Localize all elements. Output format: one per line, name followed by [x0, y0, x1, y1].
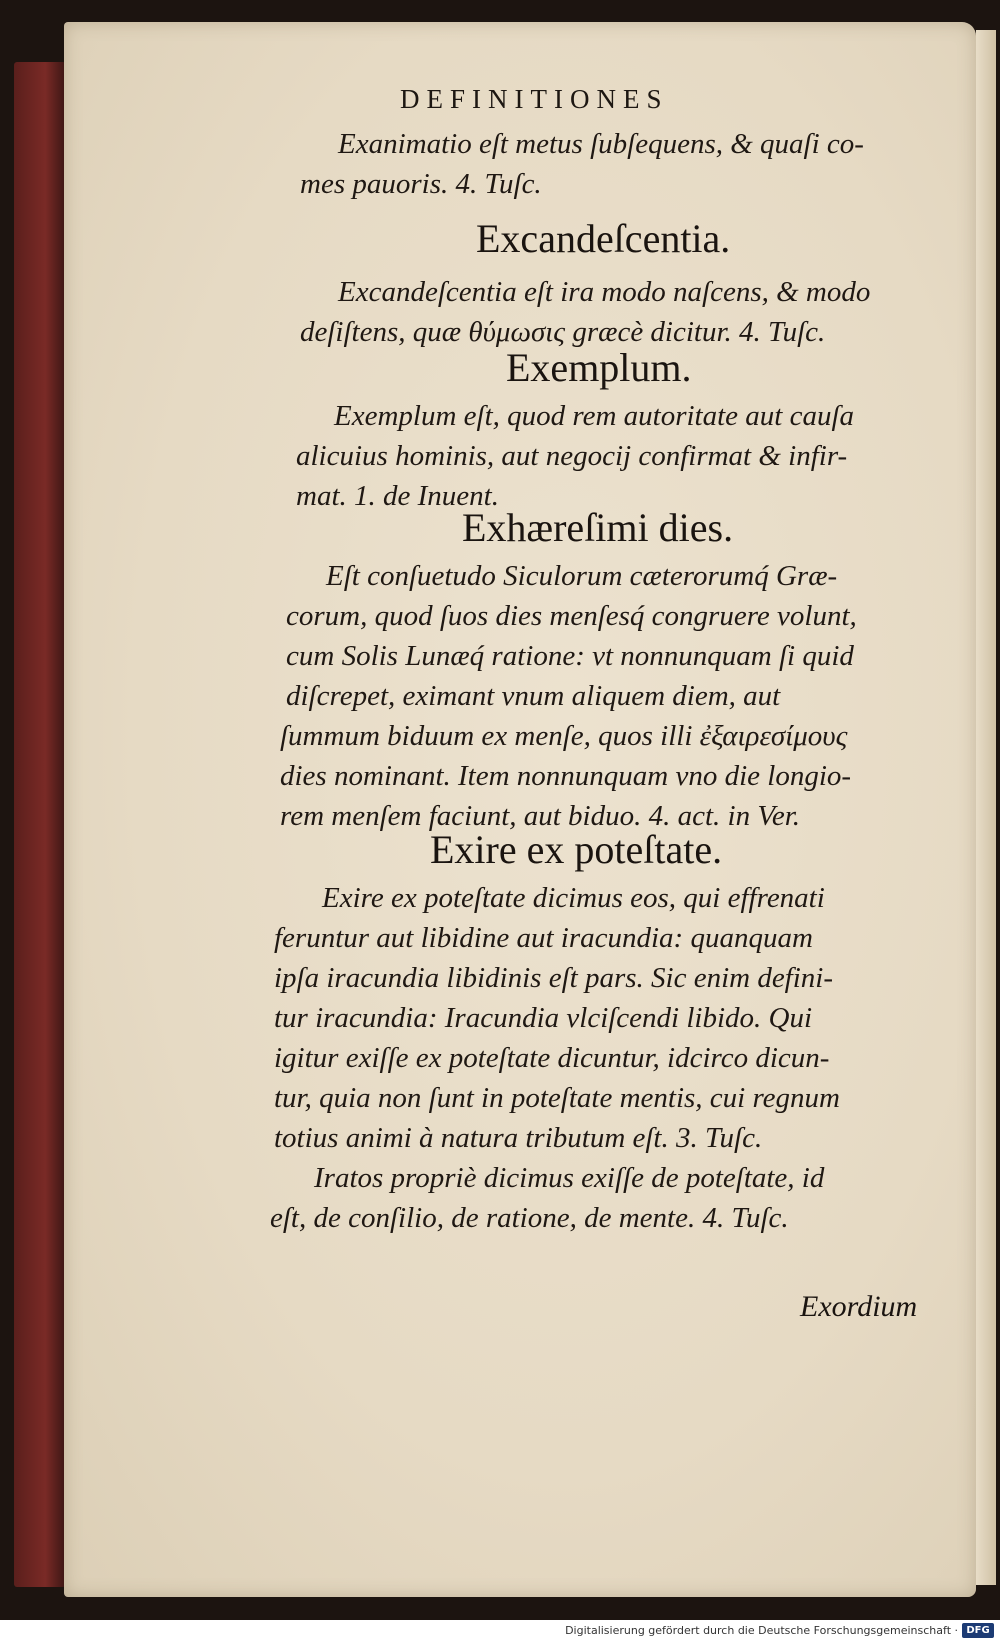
entry-heading: Excandeſcentia. — [476, 216, 731, 261]
text-line: ipſa iracundia libidinis eſt pars. Sic enim defini- — [274, 962, 834, 994]
text-line: igitur exiſſe ex poteſtate dicuntur, idcirco dicun- — [274, 1042, 830, 1074]
text-line: dies nominant. Item nonnunquam vno die longio- — [280, 760, 852, 792]
text-line: mat. 1. de Inuent. — [296, 480, 499, 512]
text-line: Exemplum eſt, quod rem autoritate aut cauſa — [334, 400, 855, 432]
catchword: Exordium — [800, 1290, 918, 1323]
text-line: tur iracundia: Iracundia vlciſcendi libido. Qui — [274, 1002, 813, 1034]
entry-heading: Exire ex poteſtate. — [430, 827, 723, 872]
entry-heading: Exhæreſimi dies. — [462, 505, 734, 550]
text-line: cum Solis Lunæq́ ratione: vt nonnunquam ſi quid — [286, 640, 854, 672]
page-edge-strip — [976, 30, 996, 1585]
text-line: corum, quod ſuos dies menſesq́ congruere volunt, — [286, 600, 857, 632]
footer-text: Digitalisierung gefördert durch die Deutsche Forschungsgemeinschaft · — [565, 1624, 958, 1637]
entry-heading: Exemplum. — [506, 345, 692, 390]
text-line: mes pauoris. 4. Tuſc. — [300, 168, 542, 200]
text-line: ſummum biduum ex menſe, quos illi ἐξαιρεσίμους — [280, 720, 848, 752]
text-line: Excandeſcentia eſt ira modo naſcens, & modo — [338, 276, 871, 308]
text-line: eſt, de conſilio, de ratione, de mente. 4. Tuſc. — [270, 1202, 789, 1234]
text-line: Iratos propriè dicimus exiſſe de poteſtate, id — [314, 1162, 825, 1194]
book-cover-edge — [14, 62, 66, 1587]
text-line: rem menſem faciunt, aut biduo. 4. act. in Ver. — [280, 800, 801, 832]
text-line: totius animi à natura tributum eſt. 3. Tuſc. — [274, 1122, 763, 1154]
text-line: diſcrepet, eximant vnum aliquem diem, aut — [286, 680, 781, 712]
text-line: Exanimatio eſt metus ſubſequens, & quaſi co- — [338, 128, 864, 160]
text-line: feruntur aut libidine aut iracundia: quanquam — [274, 922, 813, 954]
text-line: Eſt conſuetudo Siculorum cæterorumq́ Græ- — [326, 560, 838, 592]
text-line: alicuius hominis, aut negocij confirmat & infir- — [296, 440, 848, 472]
dfg-logo: DFG — [962, 1623, 994, 1638]
text-line: tur, quia non ſunt in poteſtate mentis, cui regnum — [274, 1082, 840, 1114]
digitization-footer — [0, 1620, 1000, 1642]
text-line: deſiſtens, quæ θύμωσις græcè dicitur. 4. Tuſc. — [300, 316, 826, 348]
text-line: Exire ex poteſtate dicimus eos, qui effrenati — [322, 882, 825, 914]
running-head: DEFINITIONES — [400, 84, 669, 114]
